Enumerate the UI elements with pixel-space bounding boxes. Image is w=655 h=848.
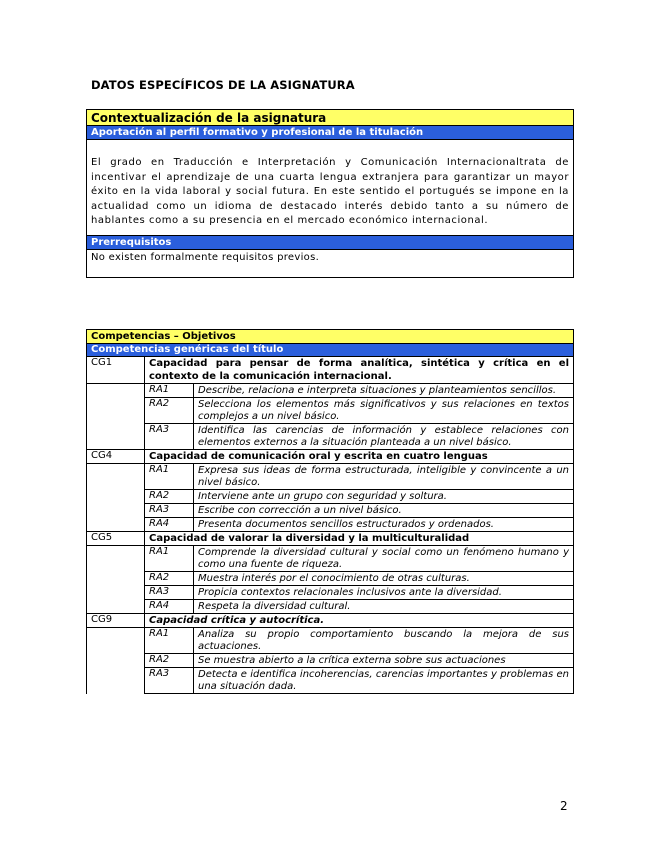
resultado-code: RA3 xyxy=(145,668,194,694)
resultado-code: RA4 xyxy=(145,518,194,532)
resultado-text: Respeta la diversidad cultural. xyxy=(194,600,574,614)
competencia-title: Capacidad de valorar la diversidad y la multiculturalidad xyxy=(145,532,574,546)
prereq-text: No existen formalmente requisitos previos. xyxy=(87,249,574,277)
resultado-row xyxy=(87,600,574,614)
blank-cell xyxy=(87,586,145,600)
resultado-code: RA1 xyxy=(145,384,194,398)
resultado-text: Comprende la diversidad cultural y social como un fenómeno humano y como una fuente de riqueza. xyxy=(194,546,574,572)
competencia-header-row xyxy=(87,450,574,464)
resultado-code: RA2 xyxy=(145,490,194,504)
resultado-row xyxy=(87,586,574,600)
context-table xyxy=(86,109,574,278)
blank-cell xyxy=(87,384,145,398)
competencia-title: Capacidad para pensar de forma analítica, sintética y crítica en el contexto de la comunicación internacional. xyxy=(145,357,574,384)
resultado-text: Propicia contextos relacionales inclusivos ante la diversidad. xyxy=(194,586,574,600)
competencia-code: CG1 xyxy=(87,357,145,384)
resultado-row xyxy=(87,572,574,586)
resultado-text: Se muestra abierto a la crítica externa sobre sus actuaciones xyxy=(194,654,574,668)
context-title: Contextualización de la asignatura xyxy=(87,110,574,126)
competencia-header-row xyxy=(87,614,574,628)
blank-cell xyxy=(87,668,145,694)
blank-cell xyxy=(87,464,145,490)
resultado-row xyxy=(87,628,574,654)
blank-cell xyxy=(87,504,145,518)
blank-cell xyxy=(87,424,145,450)
competencia-code: CG5 xyxy=(87,532,145,546)
resultado-row xyxy=(87,398,574,424)
competencia-header-row xyxy=(87,357,574,384)
resultado-text: Muestra interés por el conocimiento de otras culturas. xyxy=(194,572,574,586)
resultado-code: RA1 xyxy=(145,628,194,654)
resultado-row xyxy=(87,504,574,518)
resultado-row xyxy=(87,546,574,572)
competencias-subtitle: Competencias genéricas del título xyxy=(87,344,574,357)
competencia-code: CG4 xyxy=(87,450,145,464)
resultado-code: RA3 xyxy=(145,586,194,600)
resultado-row xyxy=(87,654,574,668)
resultado-code: RA2 xyxy=(145,398,194,424)
resultado-row xyxy=(87,668,574,694)
resultado-code: RA4 xyxy=(145,600,194,614)
resultado-code: RA3 xyxy=(145,504,194,518)
resultado-text: Identifica las carencias de información y establece relaciones con elementos externos a la situación planteada a un nivel básico. xyxy=(194,424,574,450)
page-number: 2 xyxy=(560,799,568,813)
blank-cell xyxy=(87,518,145,532)
resultado-text: Detecta e identifica incoherencias, carencias importantes y problemas en una situación dada. xyxy=(194,668,574,694)
blank-cell xyxy=(87,490,145,504)
blank-cell xyxy=(87,628,145,654)
resultado-row xyxy=(87,424,574,450)
blank-cell xyxy=(87,654,145,668)
resultado-text: Selecciona los elementos más significativos y sus relaciones en textos complejos a un nivel básico. xyxy=(194,398,574,424)
competencias-title: Competencias – Objetivos xyxy=(87,330,574,344)
competencia-header-row xyxy=(87,532,574,546)
resultado-text: Interviene ante un grupo con seguridad y soltura. xyxy=(194,490,574,504)
resultado-code: RA1 xyxy=(145,464,194,490)
competencia-title: Capacidad de comunicación oral y escrita en cuatro lenguas xyxy=(145,450,574,464)
blank-cell xyxy=(87,600,145,614)
resultado-code: RA2 xyxy=(145,654,194,668)
competencias-table xyxy=(86,329,574,694)
context-text: El grado en Traducción e Interpretación y Comunicación Internacionaltrata de incentivar el aprendizaje de una cuarta lengua extranjera para garantizar un mayor éxito en la vida laboral y social futura. En este sentido el portugués se impone en la actualidad como un idioma de destacado interés debido tanto a su número de hablantes como a su presencia en el mercado económico internacional. xyxy=(87,140,574,236)
resultado-row xyxy=(87,464,574,490)
resultado-row xyxy=(87,490,574,504)
resultado-code: RA1 xyxy=(145,546,194,572)
prereq-label: Prerrequisitos xyxy=(87,235,574,249)
context-subtitle: Aportación al perfil formativo y profesional de la titulación xyxy=(87,126,574,140)
resultado-code: RA3 xyxy=(145,424,194,450)
resultado-row xyxy=(87,384,574,398)
resultado-code: RA2 xyxy=(145,572,194,586)
competencia-code: CG9 xyxy=(87,614,145,628)
blank-cell xyxy=(87,398,145,424)
resultado-text: Expresa sus ideas de forma estructurada, inteligible y convincente a un nivel básico. xyxy=(194,464,574,490)
resultado-text: Presenta documentos sencillos estructurados y ordenados. xyxy=(194,518,574,532)
resultado-text: Describe, relaciona e interpreta situaciones y planteamientos sencillos. xyxy=(194,384,574,398)
blank-cell xyxy=(87,572,145,586)
competencia-title: Capacidad crítica y autocrítica. xyxy=(145,614,574,628)
section-heading: DATOS ESPECÍFICOS DE LA ASIGNATURA xyxy=(91,78,355,92)
blank-cell xyxy=(87,546,145,572)
resultado-text: Analiza su propio comportamiento buscando la mejora de sus actuaciones. xyxy=(194,628,574,654)
resultado-row xyxy=(87,518,574,532)
resultado-text: Escribe con corrección a un nivel básico. xyxy=(194,504,574,518)
